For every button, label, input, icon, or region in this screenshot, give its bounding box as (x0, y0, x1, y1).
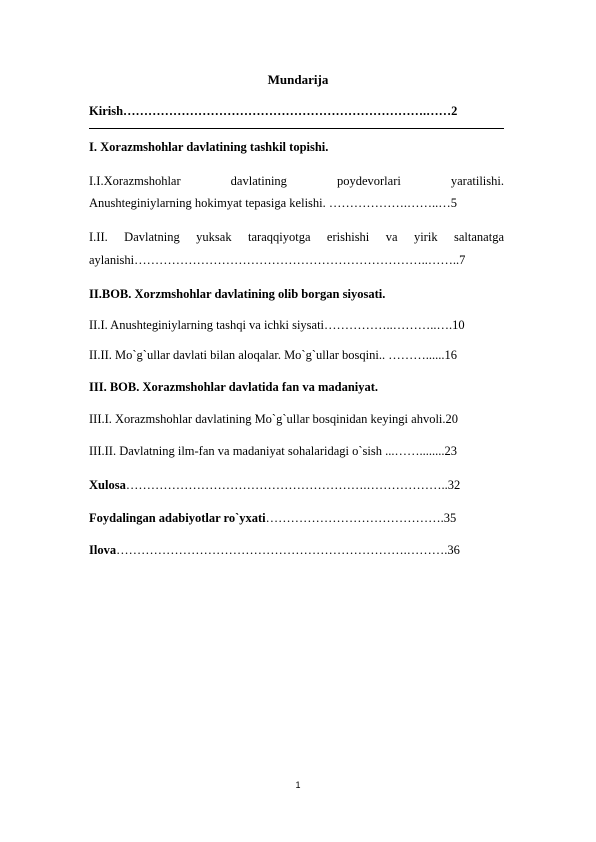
ilova-dots: …………………………………………………………….……….36 (116, 543, 460, 557)
toc-entry-2-1: II.I. Anushteginiylarning tashqi va ichki siysati……………..………..….10 (89, 318, 465, 332)
toc-entry-kirish: Kirish……………………………………………………………….……2 (89, 104, 458, 118)
toc-chapter-1: I. Xorazmshohlar davlatining tashkil topishi. (89, 140, 329, 154)
toc-chapter-3: III. BOB. Xorazmshohlar davlatida fan va madaniyat. (89, 380, 379, 394)
toc-entry-2-2: II.II. Mo`g`ullar davlati bilan aloqalar. Mo`g`ullar bosqini.. ………......16 (89, 348, 457, 362)
toc-entry-1-1-line1: I.I.Xorazmshohlar davlatining poydevorlari yaratilishi. (89, 174, 504, 188)
toc-entry-3-2: III.II. Davlatning ilm-fan va madaniyat sohalaridagi o`sish ...……........23 (89, 444, 457, 458)
xulosa-dots: ………………………………………………….………………..32 (125, 478, 461, 492)
header-rule (89, 128, 504, 129)
toc-entry-3-1: III.I. Xorazmshohlar davlatining Mo`g`ullar bosqinidan keyingi ahvoli.20 (89, 412, 459, 426)
page-title: Mundarija (267, 72, 329, 87)
foydalangan-dots: …………………………………….35 (265, 511, 457, 525)
toc-chapter-2: II.BOB. Xorzmshohlar davlatining olib borgan siyosati. (89, 287, 386, 301)
toc-entry-ilova (89, 543, 504, 558)
page-number: 1 (295, 780, 301, 790)
toc-entry-1-1-line2: Anushteginiylarning hokimyat tepasiga kelishi. ……………….……..…5 (89, 196, 458, 210)
foydalangan-label: Foydalingan adabiyotlar ro`yxati (89, 511, 266, 525)
toc-entry-xulosa (89, 478, 504, 493)
toc-entry-1-2-line1: I.II. Davlatning yuksak taraqqiyotga erishishi va yirik saltanatga (89, 230, 504, 244)
ilova-label: Ilova (89, 543, 117, 557)
xulosa-label: Xulosa (89, 478, 126, 492)
toc-entry-1-2-line2: aylanishi……………………………………………………………..……..7 (89, 253, 466, 267)
toc-entry-foydalangan (89, 511, 504, 526)
